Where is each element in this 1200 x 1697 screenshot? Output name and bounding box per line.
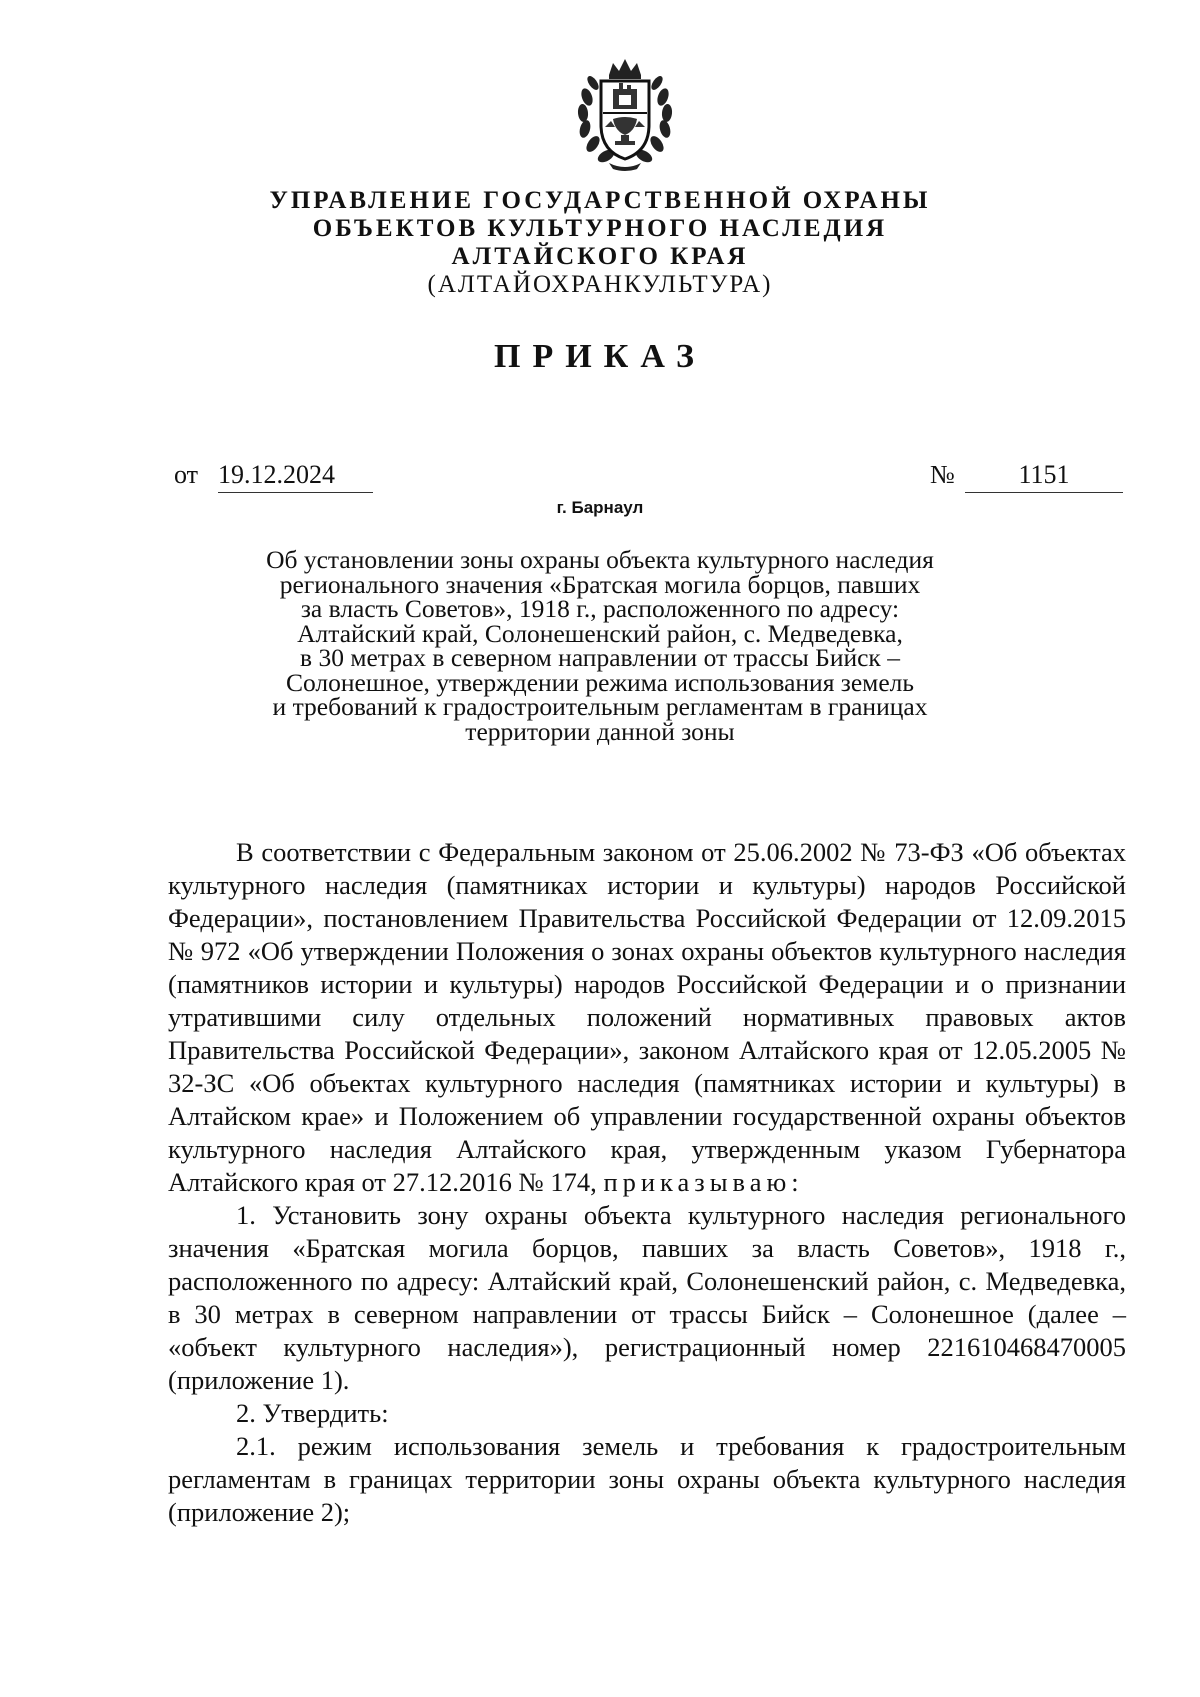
subject-line: Об установлении зоны охраны объекта культурного наследия <box>266 545 934 574</box>
org-name-line-1: УПРАВЛЕНИЕ ГОСУДАРСТВЕННОЙ ОХРАНЫ <box>269 187 931 214</box>
preamble-text: В соответствии с Федеральным законом от 25.06.2002 № 73-ФЗ «Об объектах культурного наследия (памятниках истории и культуры) народов Российской Федерации», постановлением Правительства Российской Федерации от 12.09.2015 № 972 «Об утверждении Положения о зонах охраны объектов культурного наследия (памятников истории и культуры) народов Российской Федерации и о признании утратившими силу отдельных положений нормативных правовых актов Правительства Российской Федерации», законом Алтайского края от 12.05.2005 № 32-ЗС «Об объектах культурного наследия (памятниках истории и культуры) в Алтайском крае» и Положением об управлении государственной охраны объектов культурного наследия Алтайского края, утвержденным указом Губернатора Алтайского края от 27.12.2016 № 174, <box>168 837 1126 1197</box>
subject-line: территории данной зоны <box>465 716 735 746</box>
clause-2-paragraph: 2. Утвердить: <box>236 1398 389 1428</box>
clause-2-1-paragraph: 2.1. режим использования земель и требования к градостроительным регламентам в границах территории зоны охраны объекта культурного наследия (приложение 2); <box>168 1431 1126 1527</box>
document-subject <box>215 545 985 746</box>
organization-header <box>150 187 1050 299</box>
clause-1-paragraph: 1. Установить зону охраны объекта культурного наследия регионального значения «Братская могила борцов, павших за власть Советов», 1918 г., расположенного по адресу: Алтайский край, Солонешенский район, с. Медведевка, в 30 метрах в северном направлении от трассы Бийск – Солонешное (далее – «объект культурного наследия»), регистрационный номер 221610468470005 (приложение 1). <box>168 1200 1126 1395</box>
preamble-paragraph <box>168 836 1126 1199</box>
number-label: № <box>930 460 955 489</box>
order-word: приказываю: <box>603 1167 804 1197</box>
altai-krai-coat-of-arms-icon <box>573 55 677 173</box>
org-abbreviation: (АЛТАЙОХРАНКУЛЬТУРА) <box>427 271 773 298</box>
org-name-line-2: ОБЪЕКТОВ КУЛЬТУРНОГО НАСЛЕДИЯ <box>312 215 888 242</box>
city-label: г. Барнаул <box>556 498 644 517</box>
document-number: 1151 <box>965 460 1123 493</box>
org-name-line-3: АЛТАЙСКОГО КРАЯ <box>451 243 749 270</box>
subject-line: за власть Советов», 1918 г., расположенного по адресу: <box>300 594 900 623</box>
subject-line: Солонешное, утверждении режима использования земель <box>285 667 914 697</box>
subject-line: и требований к градостроительным регламентам в границах <box>272 692 928 721</box>
date-label: от <box>174 460 199 489</box>
document-type-title: ПРИКАЗ <box>494 338 706 375</box>
document-date: 19.12.2024 <box>218 460 373 493</box>
subject-line: Алтайский край, Солонешенский район, с. Медведевка, <box>297 618 903 648</box>
document-body <box>168 836 1126 1529</box>
subject-line: в 30 метрах в северном направлении от трассы Бийск – <box>300 643 900 672</box>
subject-line: регионального значения «Братская могила борцов, павших <box>279 569 921 599</box>
